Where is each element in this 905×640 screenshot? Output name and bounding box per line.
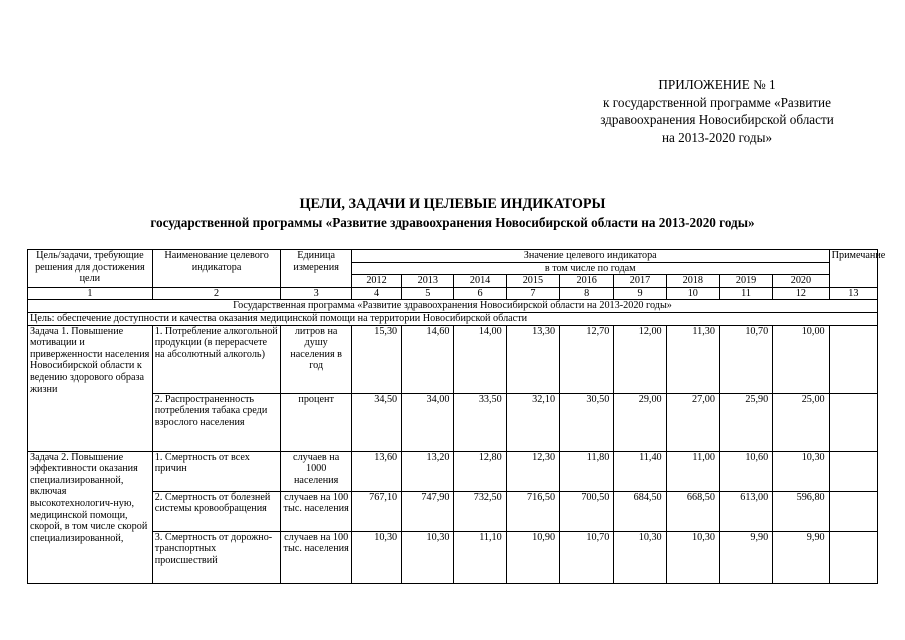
header-year: 2020	[773, 275, 829, 288]
indicator-value: 29,00	[614, 393, 666, 451]
indicator-value: 14,00	[454, 325, 506, 393]
indicator-value: 10,60	[719, 451, 772, 491]
indicator-value: 13,20	[402, 451, 454, 491]
indicator-value: 12,00	[614, 325, 666, 393]
header-year: 2018	[666, 275, 719, 288]
indicator-value: 34,00	[402, 393, 454, 451]
indicator-unit: случаев на 100 тыс. населения	[281, 491, 351, 531]
goal-row: Цель: обеспечение доступности и качества оказания медицинской помощи на территории Новосибирской области	[28, 312, 878, 325]
indicator-name: 1. Смертность от всех причин	[152, 451, 281, 491]
indicator-name: 1. Потребление алкогольной продукции (в перерасчете на абсолютный алкоголь)	[152, 325, 281, 393]
column-number: 8	[560, 287, 614, 300]
header-value: Значение целевого индикатора	[351, 250, 829, 263]
appendix-line: здравоохранения Новосибирской области	[600, 112, 834, 127]
appendix-line: к государственной программе «Развитие	[603, 94, 831, 110]
note-cell	[829, 531, 877, 583]
column-number: 6	[454, 287, 506, 300]
indicator-name: 2. Смертность от болезней системы кровообращения	[152, 491, 281, 531]
indicator-unit: процент	[281, 393, 351, 451]
appendix-number: ПРИЛОЖЕНИЕ № 1	[658, 77, 776, 92]
program-row: Государственная программа «Развитие здравоохранения Новосибирской области на 2013-2020 годы»	[28, 300, 878, 313]
table-row	[28, 325, 878, 393]
header-year: 2012	[351, 275, 401, 288]
indicator-value: 11,80	[560, 451, 614, 491]
header-note: Примечание	[829, 250, 877, 288]
indicator-value: 596,80	[773, 491, 829, 531]
indicator-unit: литров на душу населения в год	[281, 325, 351, 393]
column-number: 3	[281, 287, 351, 300]
indicator-value: 10,00	[773, 325, 829, 393]
note-cell	[829, 491, 877, 531]
indicator-value: 700,50	[560, 491, 614, 531]
indicator-value: 10,30	[614, 531, 666, 583]
header-goal: Цель/задачи, требующие решения для достижения цели	[28, 250, 153, 288]
indicator-name: 2. Распространенность потребления табака среди взрослого населения	[152, 393, 281, 451]
column-number: 11	[719, 287, 772, 300]
indicator-value: 9,90	[773, 531, 829, 583]
indicator-value: 10,70	[719, 325, 772, 393]
indicators-table	[27, 249, 886, 584]
table-row	[28, 491, 878, 531]
header-year: 2015	[506, 275, 559, 288]
column-number: 2	[152, 287, 281, 300]
indicator-value: 10,30	[402, 531, 454, 583]
indicator-value: 10,30	[666, 531, 719, 583]
indicator-value: 11,30	[666, 325, 719, 393]
header-year: 2017	[614, 275, 666, 288]
column-number: 7	[506, 287, 559, 300]
header-year: 2016	[560, 275, 614, 288]
header-indicator: Наименование целевого индикатора	[152, 250, 281, 288]
indicator-value: 25,90	[719, 393, 772, 451]
column-number: 5	[402, 287, 454, 300]
indicator-value: 10,70	[560, 531, 614, 583]
note-cell	[829, 393, 877, 451]
column-number: 4	[351, 287, 401, 300]
indicator-value: 747,90	[402, 491, 454, 531]
indicator-value: 684,50	[614, 491, 666, 531]
column-number: 10	[666, 287, 719, 300]
indicator-value: 767,10	[351, 491, 401, 531]
indicator-value: 34,50	[351, 393, 401, 451]
header-year: 2014	[454, 275, 506, 288]
indicator-value: 33,50	[454, 393, 506, 451]
indicator-value: 668,50	[666, 491, 719, 531]
task-2-cell: Задача 2. Повышение эффективности оказания специализированной, включая высокотехнологич-ную, медицинской помощи, скорой, в том числе скорой специализированной,	[28, 451, 153, 583]
note-cell	[829, 451, 877, 491]
indicator-unit: случаев на 100 тыс. населения	[281, 531, 351, 583]
indicator-value: 10,30	[351, 531, 401, 583]
indicator-unit: случаев на 1000 населения	[281, 451, 351, 491]
indicator-value: 30,50	[560, 393, 614, 451]
indicator-value: 15,30	[351, 325, 401, 393]
header-year: 2013	[402, 275, 454, 288]
indicator-value: 11,00	[666, 451, 719, 491]
column-number: 13	[829, 287, 877, 300]
appendix-line: на 2013-2020 годы»	[661, 129, 773, 145]
document-title: ЦЕЛИ, ЗАДАЧИ И ЦЕЛЕВЫЕ ИНДИКАТОРЫ	[299, 196, 606, 212]
indicator-value: 13,60	[351, 451, 401, 491]
indicator-value: 12,70	[560, 325, 614, 393]
table-row	[28, 451, 878, 491]
indicator-value: 9,90	[719, 531, 772, 583]
appendix-header	[567, 76, 867, 146]
header-unit: Единица измерения	[281, 250, 351, 288]
indicator-value: 12,80	[454, 451, 506, 491]
indicator-value: 12,30	[506, 451, 559, 491]
indicator-value: 27,00	[666, 393, 719, 451]
header-by-years: в том числе по годам	[351, 262, 829, 275]
indicator-value: 11,10	[454, 531, 506, 583]
indicator-value: 10,90	[506, 531, 559, 583]
note-cell	[829, 325, 877, 393]
column-number: 12	[773, 287, 829, 300]
indicator-value: 14,60	[402, 325, 454, 393]
table-row	[28, 393, 878, 451]
indicator-value: 10,30	[773, 451, 829, 491]
indicator-value: 13,30	[506, 325, 559, 393]
column-number: 1	[28, 287, 153, 300]
document-subtitle: государственной программы «Развитие здравоохранения Новосибирской области на 2013-2020 годы»	[150, 215, 755, 230]
indicator-value: 25,00	[773, 393, 829, 451]
indicator-name: 3. Смертность от дорожно-транспортных происшествий	[152, 531, 281, 583]
table-row	[28, 531, 878, 583]
indicator-value: 716,50	[506, 491, 559, 531]
task-1-cell: Задача 1. Повышение мотивации и приверженности населения Новосибирской области к ведению здорового образа жизни	[28, 325, 153, 451]
indicator-value: 613,00	[719, 491, 772, 531]
indicator-value: 32,10	[506, 393, 559, 451]
header-year: 2019	[719, 275, 772, 288]
column-number: 9	[614, 287, 666, 300]
indicator-value: 732,50	[454, 491, 506, 531]
indicator-value: 11,40	[614, 451, 666, 491]
